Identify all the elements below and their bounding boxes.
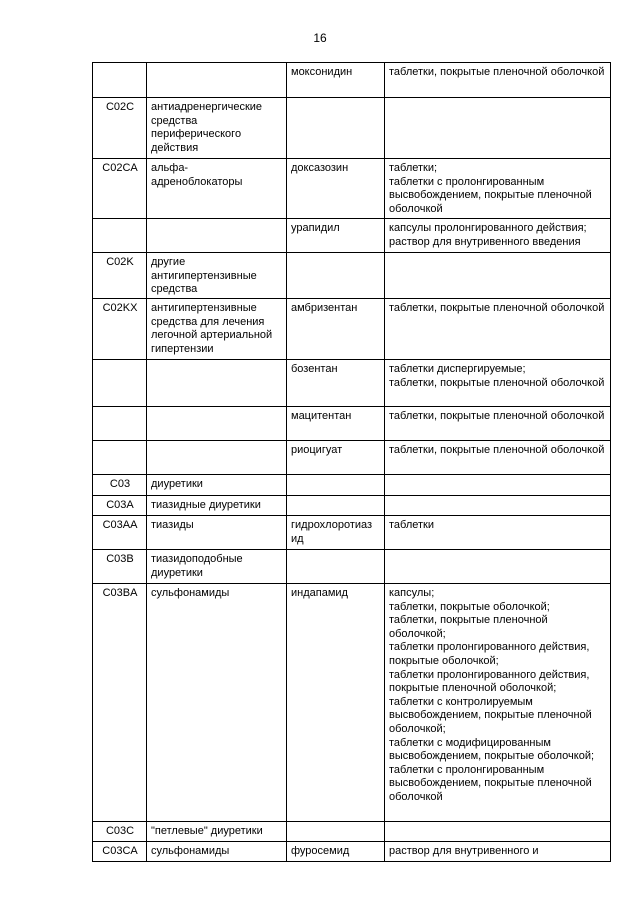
- dosage-form-cell: таблетки, покрытые пленочной оболочкой: [385, 407, 611, 441]
- table-row: [93, 219, 611, 253]
- dosage-form-cell: капсулы пролонгированного действия; раствор для внутривенного введения: [385, 219, 611, 253]
- pharmacological-group-cell: [147, 407, 287, 441]
- dosage-form-cell: таблетки, покрытые пленочной оболочкой: [385, 299, 611, 360]
- page-number: 16: [313, 31, 327, 45]
- atc-code-cell: [93, 441, 147, 475]
- table-row: [93, 822, 611, 842]
- drug-name-cell: риоцигуат: [287, 441, 385, 475]
- pharmacological-group-cell: тиазиды: [147, 516, 287, 550]
- pharmacological-group-cell: [147, 441, 287, 475]
- drug-name-cell: фуросемид: [287, 842, 385, 862]
- pharmacological-group-cell: [147, 63, 287, 98]
- pharmacological-group-cell: сульфонамиды: [147, 842, 287, 862]
- drug-name-cell: бозентан: [287, 360, 385, 407]
- atc-code-cell: [93, 360, 147, 407]
- atc-code-cell: C03A: [93, 496, 147, 516]
- pharmacological-group-cell: "петлевые" диуретики: [147, 822, 287, 842]
- atc-code-cell: C03BA: [93, 584, 147, 822]
- pharmacological-group-cell: альфа- адреноблокаторы: [147, 159, 287, 219]
- drug-name-cell: индапамид: [287, 584, 385, 822]
- atc-code-cell: C03B: [93, 550, 147, 584]
- atc-code-cell: C03: [93, 475, 147, 496]
- table-row: [93, 159, 611, 219]
- atc-code-cell: C03CA: [93, 842, 147, 862]
- drug-name-cell: [287, 496, 385, 516]
- atc-code-cell: C03AA: [93, 516, 147, 550]
- table-row: [93, 441, 611, 475]
- drug-name-cell: мацитентан: [287, 407, 385, 441]
- pharmacological-group-cell: [147, 219, 287, 253]
- table-row: [93, 496, 611, 516]
- dosage-form-cell: [385, 253, 611, 299]
- dosage-form-cell: таблетки; таблетки с пролонгированным высвобождением, покрытые пленочной оболочкой: [385, 159, 611, 219]
- table-row: [93, 550, 611, 584]
- pharmacological-group-cell: другие антигипертензивные средства: [147, 253, 287, 299]
- atc-code-cell: [93, 219, 147, 253]
- table-row: [93, 253, 611, 299]
- table-row: [93, 516, 611, 550]
- atc-code-cell: [93, 63, 147, 98]
- drug-name-cell: [287, 822, 385, 842]
- atc-code-cell: C02CA: [93, 159, 147, 219]
- table-row: [93, 63, 611, 98]
- table-row: [93, 842, 611, 862]
- table-row: [93, 407, 611, 441]
- atc-code-cell: C03C: [93, 822, 147, 842]
- table-row: [93, 299, 611, 360]
- table-row: [93, 98, 611, 159]
- dosage-form-cell: таблетки: [385, 516, 611, 550]
- dosage-form-cell: [385, 822, 611, 842]
- pharmacological-group-cell: сульфонамиды: [147, 584, 287, 822]
- table-row: [93, 475, 611, 496]
- pharmacological-group-cell: [147, 360, 287, 407]
- pharmacological-group-cell: диуретики: [147, 475, 287, 496]
- drug-name-cell: [287, 253, 385, 299]
- drug-name-cell: урапидил: [287, 219, 385, 253]
- drug-name-cell: доксазозин: [287, 159, 385, 219]
- pharmacological-group-cell: тиазидоподобные диуретики: [147, 550, 287, 584]
- drug-name-cell: [287, 98, 385, 159]
- drug-name-cell: [287, 475, 385, 496]
- pharmacological-group-cell: антиадренергические средства периферического действия: [147, 98, 287, 159]
- pharmacological-group-cell: антигипертензивные средства для лечения легочной артериальной гипертензии: [147, 299, 287, 360]
- dosage-form-cell: капсулы; таблетки, покрытые оболочкой; таблетки, покрытые пленочной оболочкой; таблетки пролонгированного действия, покрытые оболочкой; таблетки пролонгированного действия, покрытые пленочной оболочкой; таблетки с контролируемым высвобождением, покрытые пленочной оболочкой; таблетки с модифицированным высвобождением, покрытые оболочкой; таблетки с пролонгированным высвобождением, покрытые пленочной оболочкой: [385, 584, 611, 822]
- table-row: [93, 584, 611, 822]
- atc-code-cell: [93, 407, 147, 441]
- dosage-form-cell: таблетки диспергируемые; таблетки, покрытые пленочной оболочкой: [385, 360, 611, 407]
- drug-name-cell: амбризентан: [287, 299, 385, 360]
- dosage-form-cell: [385, 496, 611, 516]
- dosage-form-cell: [385, 550, 611, 584]
- atc-code-cell: C02C: [93, 98, 147, 159]
- dosage-form-cell: раствор для внутривенного и: [385, 842, 611, 862]
- drug-name-cell: моксонидин: [287, 63, 385, 98]
- pharmacological-group-cell: тиазидные диуретики: [147, 496, 287, 516]
- dosage-form-cell: таблетки, покрытые пленочной оболочкой: [385, 441, 611, 475]
- table-row: [93, 360, 611, 407]
- drug-name-cell: гидрохлоротиаз ид: [287, 516, 385, 550]
- drug-name-cell: [287, 550, 385, 584]
- dosage-form-cell: [385, 475, 611, 496]
- atc-code-cell: C02K: [93, 253, 147, 299]
- dosage-form-cell: [385, 98, 611, 159]
- atc-code-cell: C02KX: [93, 299, 147, 360]
- dosage-form-cell: таблетки, покрытые пленочной оболочкой: [385, 63, 611, 98]
- drug-table: [92, 62, 611, 862]
